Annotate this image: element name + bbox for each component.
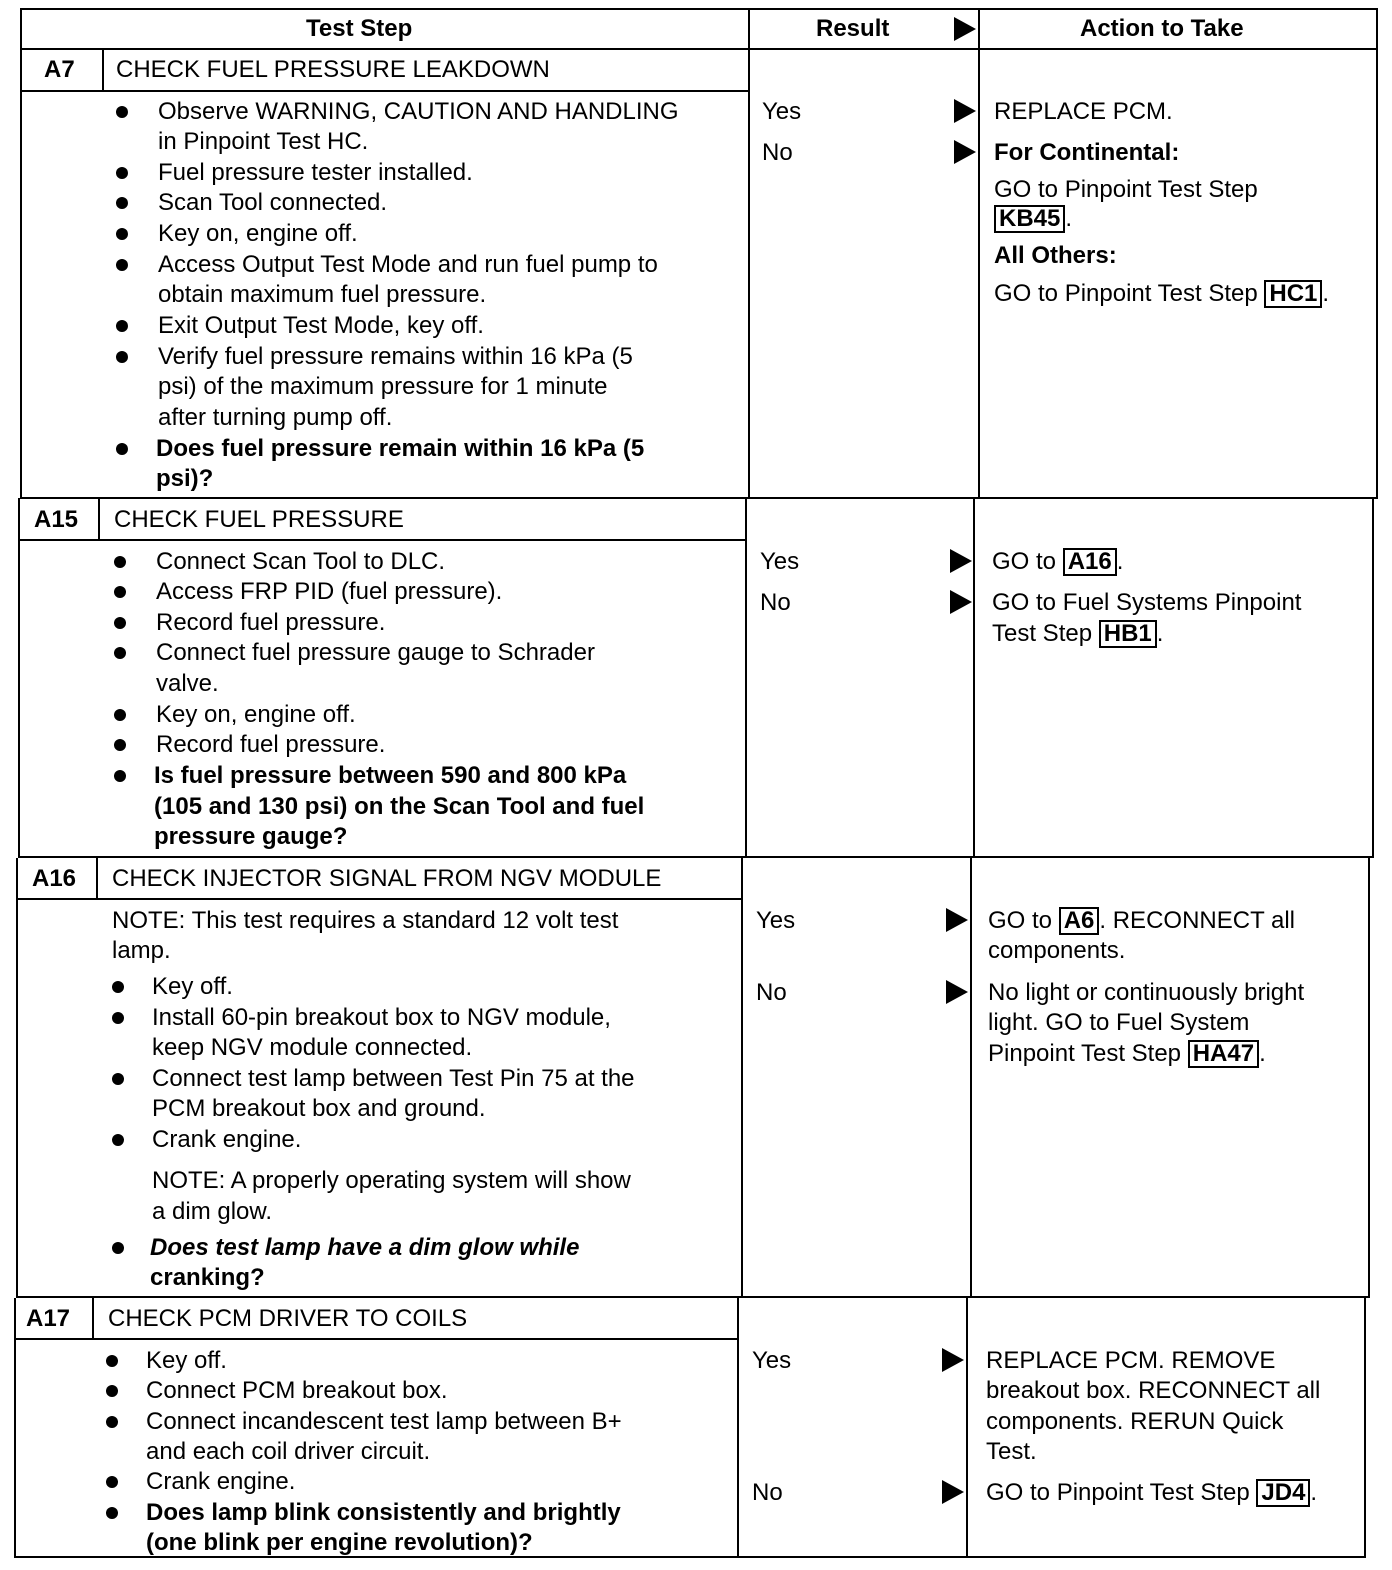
ref-box: KB45 — [994, 205, 1065, 233]
arrow-icon — [946, 908, 968, 932]
rule — [14, 1338, 738, 1340]
step-line: Connect Scan Tool to DLC. — [156, 548, 446, 575]
arrow-icon — [950, 590, 972, 614]
bullet-icon — [112, 1134, 124, 1146]
step-question: (one blink per engine revolution)? — [146, 1529, 533, 1556]
rule — [1372, 498, 1374, 858]
arrow-icon — [954, 17, 976, 41]
header-action: Action to Take — [1080, 15, 1244, 42]
rule — [20, 90, 748, 92]
rule — [741, 858, 743, 1298]
ref-box: HC1 — [1264, 280, 1322, 308]
header-test-step: Test Step — [306, 15, 413, 42]
step-line: Connect PCM breakout box. — [146, 1377, 448, 1404]
step-question: psi)? — [156, 465, 214, 492]
rule — [98, 498, 100, 541]
rule — [14, 1298, 16, 1558]
rule — [18, 856, 1374, 858]
rule — [978, 8, 980, 498]
bullet-icon — [116, 197, 128, 209]
rule — [16, 898, 742, 900]
rule — [18, 498, 20, 858]
bullet-icon — [116, 320, 128, 332]
rule — [1376, 8, 1378, 498]
bullet-icon — [116, 167, 128, 179]
action-no-ref-line: KB45 . — [994, 204, 1072, 234]
step-line: Crank engine. — [146, 1468, 296, 1495]
step-id: A7 — [44, 56, 75, 83]
step-line: Connect fuel pressure gauge to Schrader — [156, 639, 595, 666]
step-line: Record fuel pressure. — [156, 731, 386, 758]
step-question: Does lamp blink consistently and brightly — [146, 1499, 621, 1526]
result-no: No — [752, 1479, 783, 1506]
arrow-icon — [942, 1480, 964, 1504]
bullet-icon — [114, 617, 126, 629]
step-line: in Pinpoint Test HC. — [158, 128, 369, 155]
bullet-icon — [106, 1385, 118, 1397]
result-yes: Yes — [760, 548, 800, 575]
step-line: Install 60-pin breakout box to NGV module, — [152, 1004, 611, 1031]
arrow-icon — [942, 1348, 964, 1372]
action-yes: REPLACE PCM. — [994, 98, 1173, 125]
rule — [18, 539, 746, 541]
action-yes-line: Test. — [986, 1438, 1037, 1465]
step-line: Exit Output Test Mode, key off. — [158, 312, 484, 339]
bullet-icon — [116, 228, 128, 240]
step-question: Does test lamp have a dim glow while — [150, 1234, 580, 1261]
arrow-icon — [954, 99, 976, 123]
step-note: NOTE: This test requires a standard 12 volt test — [112, 907, 619, 934]
step-id: A16 — [32, 865, 77, 892]
action-yes-line: components. RERUN Quick — [986, 1408, 1284, 1435]
rule — [966, 1298, 968, 1558]
step-line: PCM breakout box and ground. — [152, 1095, 486, 1122]
step-question: Does fuel pressure remain within 16 kPa (5 — [156, 435, 645, 462]
action-no-line: No light or continuously bright — [988, 979, 1305, 1006]
rule — [16, 1296, 1370, 1298]
action-no-ref-line: GO to Pinpoint Test Step JD4 . — [986, 1479, 1318, 1506]
result-no: No — [756, 979, 787, 1006]
action-yes-line: GO to A16 . — [992, 548, 1124, 575]
bullet-icon — [112, 1242, 124, 1254]
ref-box: JD4 — [1256, 1479, 1310, 1507]
step-id: A17 — [26, 1305, 71, 1332]
bullet-icon — [112, 1012, 124, 1024]
step-line: Key on, engine off. — [158, 220, 358, 247]
step-line: Key on, engine off. — [156, 701, 356, 728]
rule — [20, 8, 22, 498]
rule — [102, 48, 104, 92]
bullet-icon — [114, 770, 126, 782]
result-yes: Yes — [752, 1347, 792, 1374]
result-no: No — [762, 139, 793, 166]
result-no: No — [760, 589, 791, 616]
rule — [92, 1298, 94, 1340]
result-yes: Yes — [762, 98, 802, 125]
rule — [745, 498, 747, 858]
rule — [20, 497, 1378, 499]
action-yes-line: breakout box. RECONNECT all — [986, 1377, 1321, 1404]
step-note: NOTE: A properly operating system will show — [152, 1167, 631, 1194]
rule — [737, 1298, 739, 1558]
header-result: Result — [816, 15, 890, 42]
action-no-heading: For Continental: — [994, 139, 1180, 166]
action-no-line: GO to Fuel Systems Pinpoint — [992, 589, 1302, 616]
rule — [16, 858, 18, 1298]
step-title: CHECK INJECTOR SIGNAL FROM NGV MODULE — [112, 865, 662, 892]
bullet-icon — [116, 351, 128, 363]
step-line: valve. — [156, 670, 219, 697]
step-id: A15 — [34, 506, 79, 533]
step-line: Key off. — [146, 1347, 227, 1374]
step-line: and each coil driver circuit. — [146, 1438, 431, 1465]
bullet-icon — [112, 981, 124, 993]
ref-box: A6 — [1059, 907, 1100, 935]
step-line: Verify fuel pressure remains within 16 kPa (5 — [158, 343, 633, 370]
step-title: CHECK PCM DRIVER TO COILS — [108, 1305, 468, 1332]
bullet-icon — [114, 739, 126, 751]
step-title: CHECK FUEL PRESSURE — [114, 506, 404, 533]
step-line: after turning pump off. — [158, 404, 393, 431]
step-question: pressure gauge? — [154, 823, 348, 850]
rule — [748, 8, 750, 498]
step-line: Fuel pressure tester installed. — [158, 159, 473, 186]
action-no-ref-line: Pinpoint Test Step HA47 . — [988, 1040, 1266, 1067]
step-line: Scan Tool connected. — [158, 189, 388, 216]
action-others-line: GO to Pinpoint Test Step HC1 . — [994, 280, 1330, 307]
rule — [96, 858, 98, 900]
action-no-ref-line: Test Step HB1 . — [992, 620, 1164, 647]
step-line: Crank engine. — [152, 1126, 302, 1153]
action-yes-line: REPLACE PCM. REMOVE — [986, 1347, 1276, 1374]
step-line: psi) of the maximum pressure for 1 minute — [158, 373, 608, 400]
step-question: (105 and 130 psi) on the Scan Tool and fuel — [154, 793, 645, 820]
ref-box: HA47 — [1188, 1040, 1259, 1068]
rule — [20, 48, 1378, 50]
bullet-icon — [106, 1507, 118, 1519]
step-note: a dim glow. — [152, 1198, 273, 1225]
ref-box: HB1 — [1099, 620, 1157, 648]
step-line: Access FRP PID (fuel pressure). — [156, 578, 503, 605]
action-no-text: GO to Pinpoint Test Step — [994, 176, 1258, 203]
bullet-icon — [114, 586, 126, 598]
step-line: keep NGV module connected. — [152, 1034, 473, 1061]
step-note: lamp. — [112, 937, 171, 964]
step-line: Connect incandescent test lamp between B+ — [146, 1408, 622, 1435]
step-line: Access Output Test Mode and run fuel pump to — [158, 251, 658, 278]
step-line: Observe WARNING, CAUTION AND HANDLING — [158, 98, 679, 125]
bullet-icon — [112, 1073, 124, 1085]
action-yes-line: components. — [988, 937, 1126, 964]
step-line: Record fuel pressure. — [156, 609, 386, 636]
action-no-line: light. GO to Fuel System — [988, 1009, 1250, 1036]
bullet-icon — [116, 259, 128, 271]
step-line: obtain maximum fuel pressure. — [158, 281, 487, 308]
bullet-icon — [114, 556, 126, 568]
step-question: Is fuel pressure between 590 and 800 kPa — [154, 762, 627, 789]
step-question: cranking? — [150, 1264, 265, 1291]
rule — [970, 858, 972, 1298]
arrow-icon — [946, 980, 968, 1004]
action-yes-line: GO to A6 . RECONNECT all — [988, 907, 1295, 934]
rule — [1368, 858, 1370, 1298]
arrow-icon — [954, 140, 976, 164]
bullet-icon — [116, 443, 128, 455]
bullet-icon — [114, 647, 126, 659]
rule — [973, 498, 975, 858]
bullet-icon — [116, 106, 128, 118]
rule — [1364, 1298, 1366, 1558]
bullet-icon — [106, 1476, 118, 1488]
action-others-heading: All Others: — [994, 242, 1117, 269]
ref-box: A16 — [1063, 548, 1117, 576]
step-title: CHECK FUEL PRESSURE LEAKDOWN — [116, 56, 550, 83]
rule — [20, 8, 1378, 10]
step-line: Connect test lamp between Test Pin 75 at the — [152, 1065, 635, 1092]
bullet-icon — [106, 1355, 118, 1367]
result-yes: Yes — [756, 907, 796, 934]
bullet-icon — [106, 1416, 118, 1428]
bullet-icon — [114, 709, 126, 721]
step-line: Key off. — [152, 973, 233, 1000]
arrow-icon — [950, 549, 972, 573]
